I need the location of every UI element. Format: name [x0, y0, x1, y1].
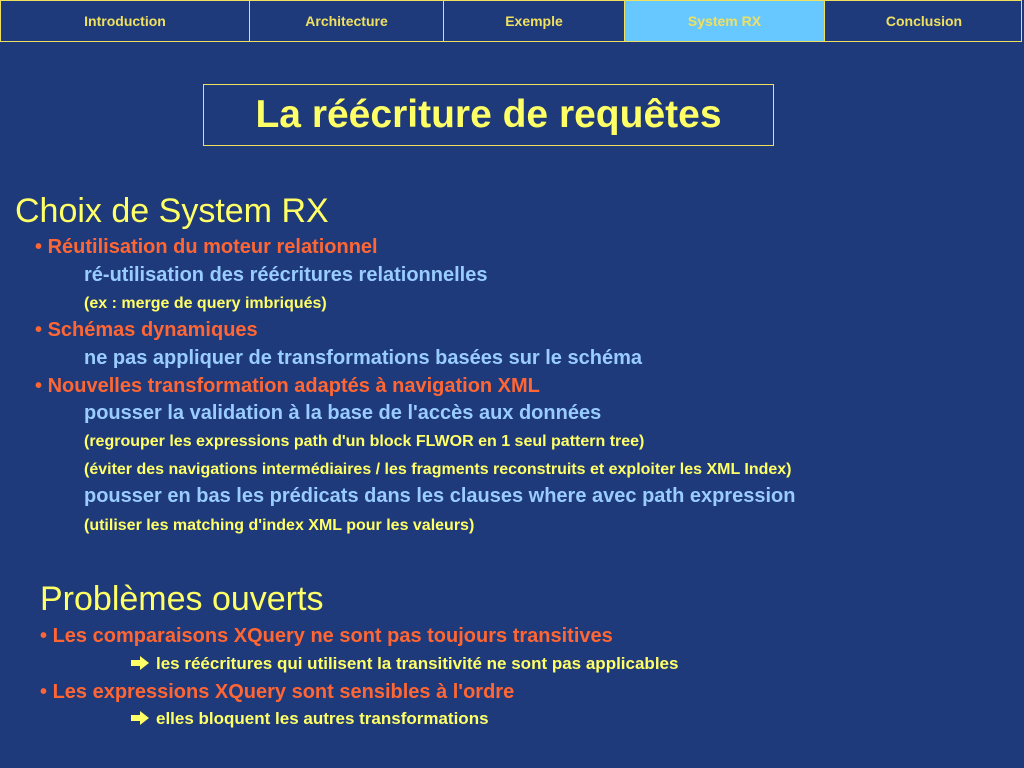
section1-bullet-3-sub-2: pousser en bas les prédicats dans les clauses where avec path expression	[84, 485, 796, 507]
tab-exemple[interactable]: Exemple	[444, 1, 625, 41]
right-arrow-icon	[130, 655, 150, 671]
section1-bullet-3	[35, 375, 540, 398]
bullet-dot: •	[40, 625, 48, 647]
bullet-dot: •	[35, 236, 43, 258]
section1-bullet-1-note: (ex : merge de query imbriqués)	[84, 295, 327, 312]
right-arrow-icon	[130, 710, 150, 726]
tab-introduction[interactable]: Introduction	[1, 1, 250, 41]
bullet-dot: •	[35, 375, 43, 397]
slide-title-box	[203, 84, 774, 146]
bullet-dot: •	[35, 319, 43, 341]
section1-bullet-3-note-3: (utiliser les matching d'index XML pour les valeurs)	[84, 517, 475, 534]
bullet-text: Nouvelles transformation adaptés à navigation XML	[47, 375, 540, 397]
section1-bullet-2-sub: ne pas appliquer de transformations basées sur le schéma	[84, 347, 642, 369]
tab-conclusion[interactable]: Conclusion	[885, 13, 963, 29]
bullet-text: Réutilisation du moteur relationnel	[47, 236, 378, 258]
section1-bullet-1-sub: ré-utilisation des réécritures relationnelles	[84, 264, 488, 286]
tab-architecture[interactable]: Architecture	[250, 1, 444, 41]
section1-bullet-3-note-1: (regrouper les expressions path d'un block FLWOR en 1 seul pattern tree)	[84, 433, 645, 450]
section2-bullet-1	[40, 625, 613, 648]
arrow-text: elles bloquent les autres transformations	[156, 709, 489, 728]
section1-heading: Choix de System RX	[15, 192, 329, 230]
section2-bullet-2-arrow-line	[130, 709, 489, 729]
section2-bullet-2	[40, 681, 514, 704]
section2-bullet-1-arrow-line	[130, 654, 678, 674]
section1-bullet-3-note-2: (éviter des navigations intermédiaires / les fragments reconstruits et exploiter les XML Index)	[84, 461, 792, 478]
slide-title: La réécriture de requêtes	[255, 93, 722, 136]
arrow-text: les réécritures qui utilisent la transitivité ne sont pas applicables	[156, 654, 679, 673]
section2-heading: Problèmes ouverts	[40, 580, 324, 618]
bullet-text: Les expressions XQuery sont sensibles à l'ordre	[52, 681, 515, 703]
tab-system-rx[interactable]: System RX	[625, 1, 825, 41]
bullet-text: Schémas dynamiques	[47, 319, 258, 341]
section1-bullet-1	[35, 236, 378, 259]
bullet-text: Les comparaisons XQuery ne sont pas toujours transitives	[52, 625, 613, 647]
bullet-dot: •	[40, 681, 48, 703]
section1-bullet-2	[35, 319, 258, 342]
top-nav	[0, 0, 1022, 42]
section1-bullet-3-sub-1: pousser la validation à la base de l'accès aux données	[84, 402, 602, 424]
